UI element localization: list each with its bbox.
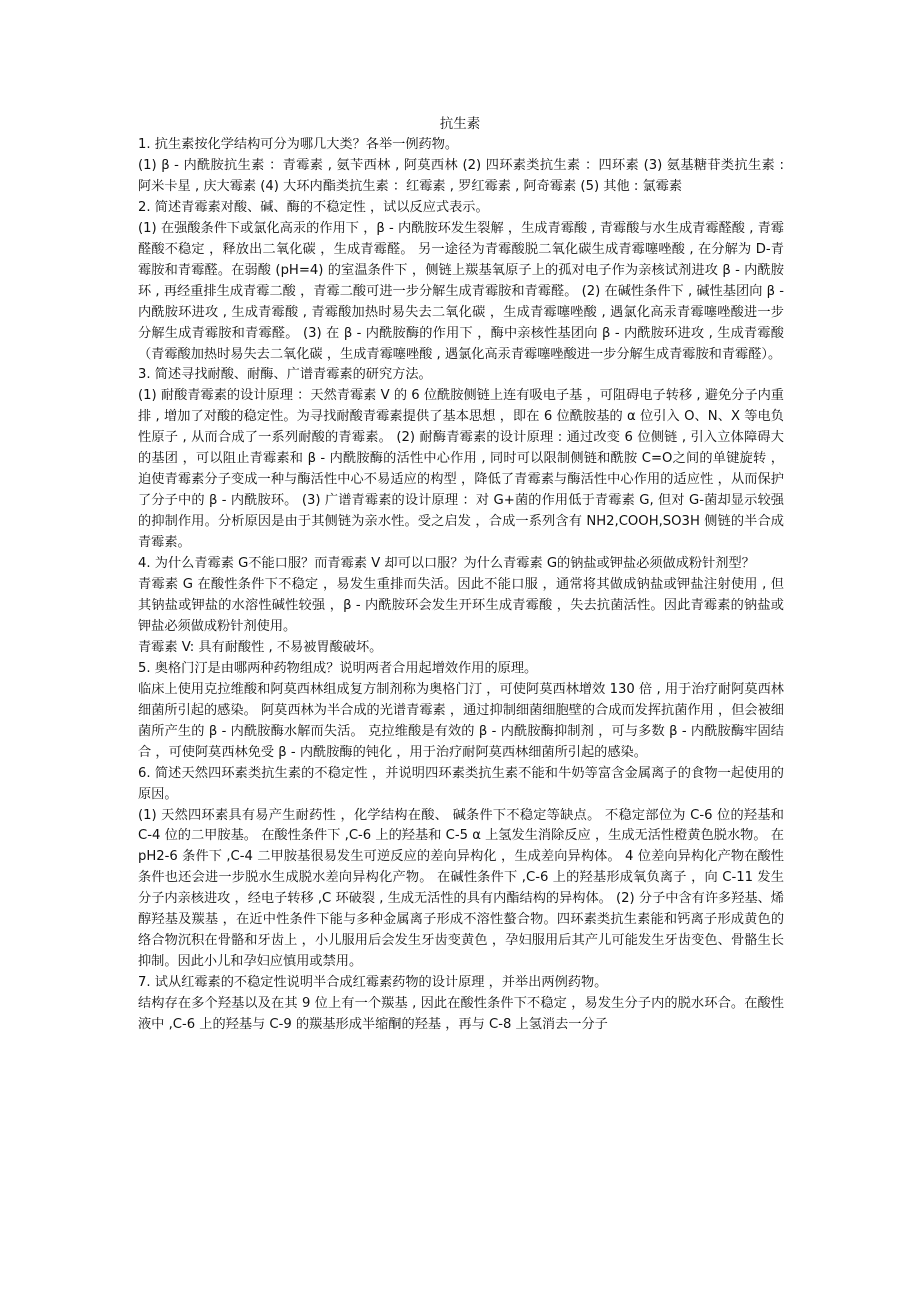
answer-5: 临床上使用克拉维酸和阿莫西林组成复方制剂称为奥格门汀 ，可使阿莫西林增效 130 倍 , 用于治疗耐阿莫西林细菌所引起的感染。 阿莫西林为半合成的光谱青霉素 ，通过抑制细菌细胞壁的合成而发挥抗菌作用 ，但会被细菌所产生的 β - 内酰胺酶水解而失活。 克拉维酸是有效的 β - 内酰胺酶抑制剂 ，可与多数 β - 内酰胺酶牢固结合 ，可使阿莫西林免受 β - 内酰胺酶的钝化 ，用于治疗耐阿莫西林细菌所引起的感染。	[138, 681, 784, 760]
question-2: 2. 简述青霉素对酸、碱、酶的不稳定性 ，试以反应式表示。	[138, 199, 489, 215]
answer-2: (1) 在强酸条件下或氯化高汞的作用下 ，β - 内酰胺环发生裂解 ，生成青霉酸 , 青霉酸与水生成青霉醛酸 , 青霉醛酸不稳定 ，释放出二氧化碳 ，生成青霉醛。 另一途径为青霉酸脱二氧化碳生成青霉噻唑酸 , 在分解为 D-青霉胺和青霉醛。在弱酸 (pH=4) 的室温条件下 ，侧链上羰基氧原子上的孤对电子作为亲核试剂进攻 β - 内酰胺环 , 再经重排生成青霉二酸 ，青霉二酸可进一步分解生成青霉胺和青霉醛。 (2) 在碱性条件下 , 碱性基团向 β - 内酰胺环进攻 , 生成青霉酸 , 青霉酸加热时易失去二氧化碳 ，生成青霉噻唑酸 , 遇氯化高汞青霉噻唑酸进一步分解生成青霉胺和青霉醛。 (3) 在 β - 内酰胺酶的作用下 ，酶中亲核性基团向 β - 内酰胺环进攻 , 生成青霉酸（青霉酸加热时易失去二氧化碳 ，生成青霉噻唑酸 , 遇氯化高汞青霉噻唑酸进一步分解生成青霉胺和青霉醛）。	[138, 220, 784, 362]
question-4: 4. 为什么青霉素 G不能口服？而青霉素 V 却可以口服？为什么青霉素 G的钠盐或钾盐必须做成粉针剂型？	[138, 556, 755, 572]
question-7: 7. 试从红霉素的不稳定性说明半合成红霉素药物的设计原理 ，并举出两例药物。	[138, 975, 608, 991]
answer-7: 结构存在多个羟基以及在其 9 位上有一个羰基 , 因此在酸性条件下不稳定 ，易发生分子内的脱水环合。在酸性液中 ,C-6 上的羟基与 C-9 的羰基形成半缩酮的羟基 ，再与 C-8 上氢消去一分子	[138, 996, 784, 1033]
answer-4-penicillin-v: 青霉素 V: 具有耐酸性 , 不易被胃酸破坏。	[138, 639, 383, 655]
question-5: 5. 奥格门汀是由哪两种药物组成？说明两者合用起增效作用的原理。	[138, 660, 538, 676]
question-6: 6. 简述天然四环素类抗生素的不稳定性 ，并说明四环素类抗生素不能和牛奶等富含金属离子的食物一起使用的原因。	[138, 765, 784, 802]
answer-3: (1) 耐酸青霉素的设计原理 ：天然青霉素 V 的 6 位酰胺侧链上连有吸电子基 ，可阻碍电子转移 , 避免分子内重排 , 增加了对酸的稳定性。为寻找耐酸青霉素提供了基本思想 ，即在 6 位酰胺基的 α 位引入 O、N、X 等电负性原子 , 从而合成了一系列耐酸的青霉素。 (2) 耐酶青霉素的设计原理 : 通过改变 6 位侧链 , 引入立体障碍大的基团 ，可以阻止青霉素和 β - 内酰胺酶的活性中心作用 , 同时可以限制侧链和酰胺 C=O之间的单键旋转 ，迫使青霉素分子变成一种与酶活性中心不易适应的构型 ，降低了青霉素与酶活性中心作用的适应性 ，从而保护了分子中的 β - 内酰胺环。 (3) 广谱青霉素的设计原理 ：对 G+菌的作用低于青霉素 G, 但对 G-菌却显示较强的抑制作用。分析原因是由于其侧链为亲水性。受之启发 ，合成一系列含有 NH2,COOH,SO3H 侧链的半合成青霉素。	[138, 388, 784, 551]
answer-4-penicillin-g: 青霉素 G 在酸性条件下不稳定 ，易发生重排而失活。因此不能口服 ，通常将其做成钠盐或钾盐注射使用 , 但其钠盐或钾盐的水溶性碱性较强 ，β - 内酰胺环会发生开环生成青霉酸 ，失去抗菌活性。因此青霉素的钠盐或钾盐必须做成粉针剂使用。	[138, 577, 784, 634]
question-1: 1. 抗生素按化学结构可分为哪几大类？各举一例药物。	[138, 137, 459, 152]
answer-1: (1) β - 内酰胺抗生素 ：青霉素 , 氨苄西林 , 阿莫西林 (2) 四环素类抗生素 ：四环素 (3) 氨基糖苷类抗生素 : 阿米卡星 , 庆大霉素 (4) 大环内酯类抗生素 ：红霉素 , 罗红霉素 , 阿奇霉素 (5) 其他 : 氯霉素	[138, 157, 784, 194]
document-title: 抗生素	[439, 116, 481, 132]
question-3: 3. 简述寻找耐酸、耐酶、广谱青霉素的研究方法。	[138, 367, 432, 383]
document-body	[138, 135, 784, 1036]
answer-6: (1) 天然四环素具有易产生耐药性 ，化学结构在酸、 碱条件下不稳定等缺点。 不稳定部位为 C-6 位的羟基和 C-4 位的二甲胺基。 在酸性条件下 ,C-6 上的羟基和 C-5 α 上氢发生消除反应 ，生成无活性橙黄色脱水物。 在 pH2-6 条件下 ,C-4 二甲胺基很易发生可逆反应的差向异构化 ，生成差向异构体。 4 位差向异构化产物在酸性条件也还会进一步脱水生成脱水差向异构化产物。 在碱性条件下 ,C-6 上的羟基形成氧负离子 ，向 C-11 发生分子内亲核进攻 ，经电子转移 ,C 环破裂 , 生成无活性的具有内酯结构的异构体。 (2) 分子中含有许多羟基、烯醇羟基及羰基 ，在近中性条件下能与多种金属离子形成不溶性螯合物。四环素类抗生素能和钙离子形成黄色的络合物沉积在骨骼和牙齿上 ，小儿服用后会发生牙齿变黄色 ，孕妇服用后其产儿可能发生牙齿变色、骨骼生长抑制。因此小儿和孕妇应慎用或禁用。	[138, 807, 784, 970]
